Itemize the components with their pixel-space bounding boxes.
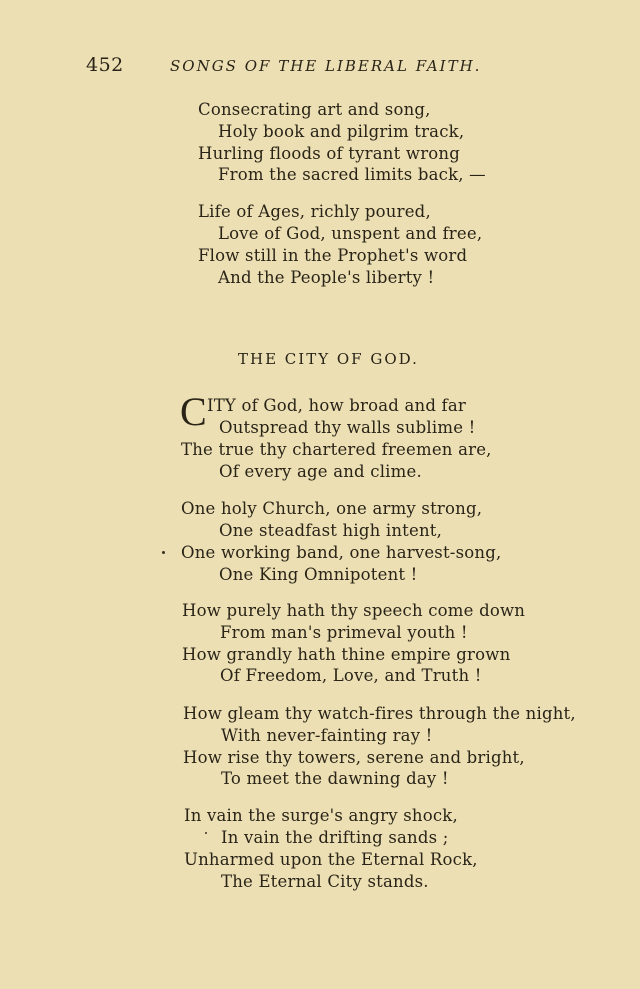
- poem-title: THE CITY OF GOD.: [238, 350, 419, 368]
- verse-line: From the sacred limits back, —: [218, 165, 486, 184]
- verse-line: In vain the drifting sands ;: [221, 828, 449, 847]
- verse-line: Consecrating art and song,: [198, 100, 431, 119]
- verse-line: How rise thy towers, serene and bright,: [183, 748, 525, 767]
- verse-line: One steadfast high intent,: [219, 521, 443, 540]
- verse-line: ITY of God, how broad and far: [207, 396, 466, 415]
- verse-line: Of Freedom, Love, and Truth !: [220, 666, 482, 685]
- verse-line: The true thy chartered freemen are,: [181, 440, 492, 459]
- running-title: SONGS OF THE LIBERAL FAITH.: [170, 57, 482, 75]
- verse-line: One King Omnipotent !: [219, 565, 418, 584]
- verse-line: Unharmed upon the Eternal Rock,: [184, 850, 478, 869]
- verse-line: How purely hath thy speech come down: [182, 601, 526, 620]
- verse-line: Life of Ages, richly poured,: [198, 202, 431, 221]
- page-header: [0, 54, 640, 80]
- verse-line: Outspread thy walls sublime !: [219, 418, 476, 437]
- drop-cap: C: [180, 389, 207, 434]
- verse-line: Holy book and pilgrim track,: [218, 122, 465, 141]
- verse-line: Of every age and clime.: [219, 462, 422, 481]
- verse-line: From man's primeval youth !: [220, 623, 468, 642]
- verse-line: Flow still in the Prophet's word: [198, 246, 468, 265]
- verse-line: To meet the dawning day !: [221, 769, 449, 788]
- verse-line: With never-fainting ray !: [221, 726, 433, 745]
- verse-line: How gleam thy watch-fires through the night,: [183, 704, 576, 723]
- verse-line: How grandly hath thine empire grown: [182, 645, 511, 664]
- verse-line: And the People's liberty !: [218, 268, 435, 287]
- verse-line: The Eternal City stands.: [221, 872, 429, 891]
- verse-line: Hurling floods of tyrant wrong: [198, 144, 461, 163]
- verse-line: Love of God, unspent and free,: [218, 224, 483, 243]
- ink-speck: [205, 832, 207, 834]
- ink-speck: [162, 551, 165, 554]
- verse-line: In vain the surge's angry shock,: [184, 806, 458, 825]
- verse-line: One holy Church, one army strong,: [181, 499, 483, 518]
- page-number: 452: [86, 54, 124, 76]
- verse-line: One working band, one harvest-song,: [181, 543, 502, 562]
